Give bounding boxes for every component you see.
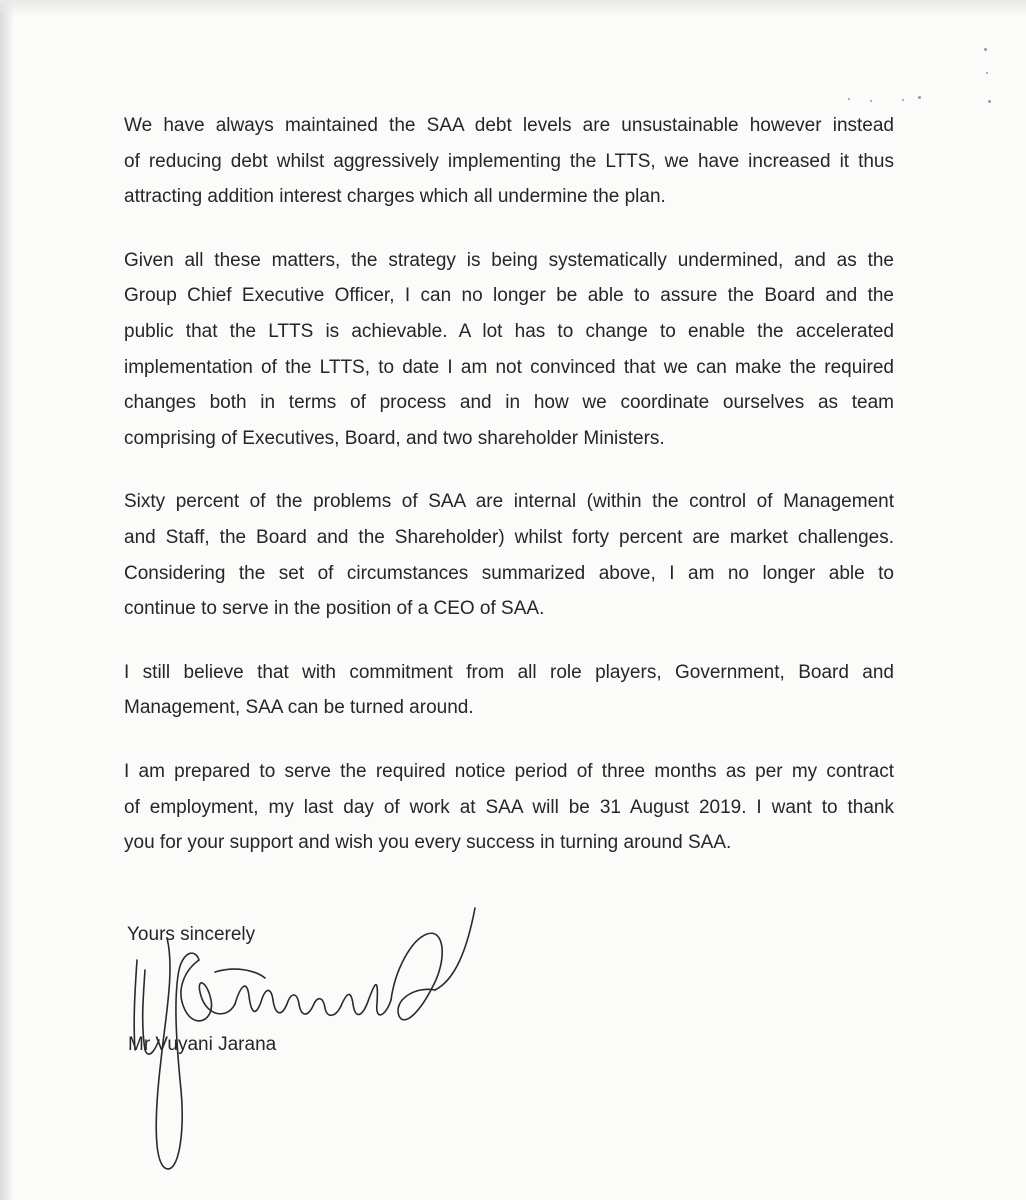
text-line: changes both in terms of process and in how we coordinate ourselves as team	[124, 392, 894, 414]
page-edge-shadow	[0, 0, 14, 1200]
text-line: implementation of the LTTS, to date I am not convinced that we can make the required	[124, 356, 894, 378]
text-line: and Staff, the Board and the Shareholder) whilst forty percent are market challenges.	[124, 526, 894, 548]
paragraph-notice	[124, 754, 894, 861]
text-line: Management, SAA can be turned around.	[124, 697, 474, 719]
text-line: of employment, my last day of work at SAA will be 31 August 2019. I want to thank	[124, 796, 894, 818]
text-line: Given all these matters, the strategy is being systematically undermined, and as the	[124, 249, 894, 271]
text-line: continue to serve in the position of a CEO of SAA.	[124, 598, 545, 620]
text-line: comprising of Executives, Board, and two shareholder Ministers.	[124, 427, 665, 449]
page-top-shade	[0, 0, 1026, 18]
paragraph-problems	[124, 484, 894, 626]
handwritten-signature	[115, 900, 495, 1190]
paragraph-debt	[124, 108, 894, 215]
text-line: We have always maintained the SAA debt levels are unsustainable however instead	[124, 115, 894, 136]
text-line: Group Chief Executive Officer, I can no longer be able to assure the Board and the	[124, 285, 894, 307]
text-line: I am prepared to serve the required notice period of three months as per my contract	[124, 760, 894, 782]
text-line: Considering the set of circumstances summarized above, I am no longer able to	[124, 562, 894, 584]
closing-salutation: Yours sincerely	[127, 924, 256, 945]
letter-body	[124, 108, 894, 889]
paragraph-belief	[124, 655, 894, 726]
text-line: public that the LTTS is achievable. A lot has to change to enable the accelerated	[124, 320, 894, 342]
text-line: I still believe that with commitment from all role players, Government, Board and	[124, 661, 894, 683]
text-line: of reducing debt whilst aggressively implementing the LTTS, we have increased it thus	[124, 150, 894, 172]
signatory-name: Mr Vuyani Jarana	[128, 1034, 277, 1055]
paragraph-strategy	[124, 243, 894, 457]
text-line: you for your support and wish you every success in turning around SAA.	[124, 832, 732, 854]
text-line: attracting addition interest charges which all undermine the plan.	[124, 186, 666, 208]
text-line: Sixty percent of the problems of SAA are internal (within the control of Management	[124, 491, 894, 513]
